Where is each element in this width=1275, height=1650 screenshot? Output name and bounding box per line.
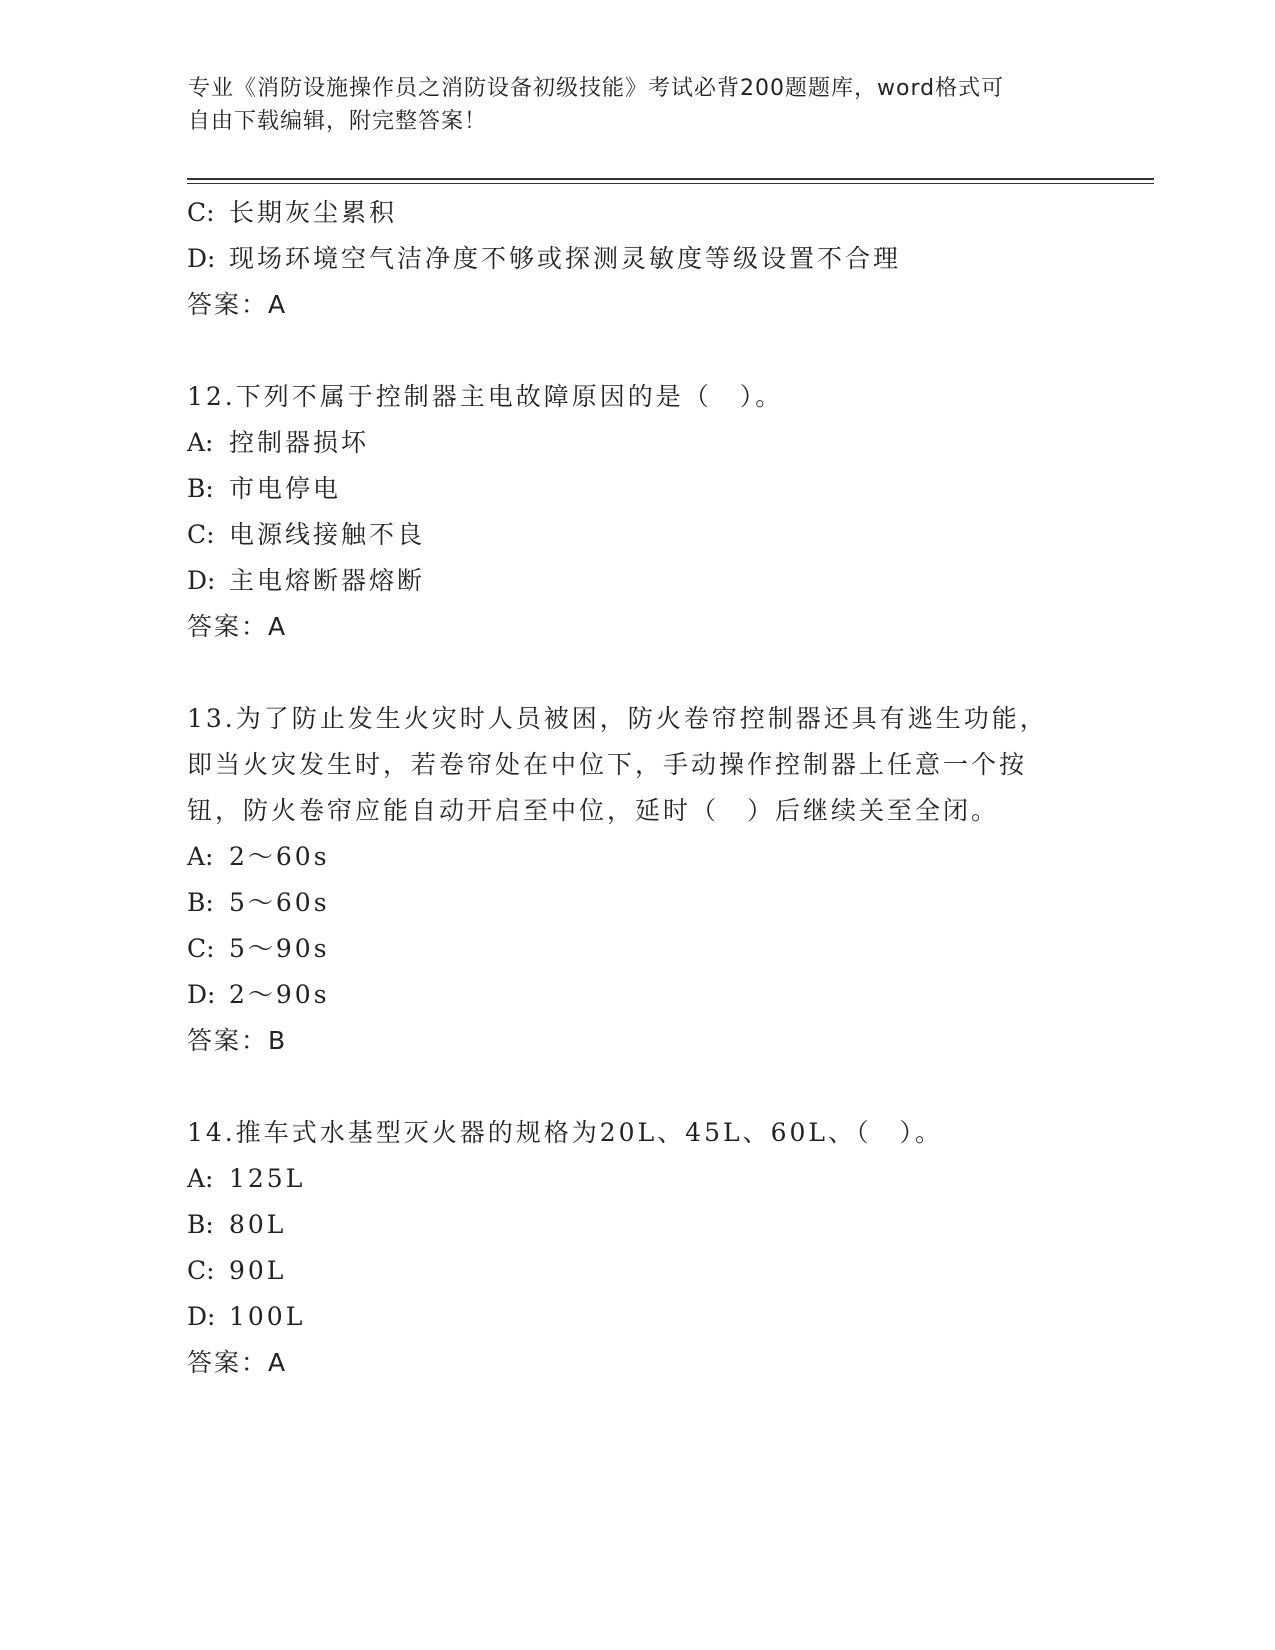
question-block-12 xyxy=(187,374,1087,650)
answer-line: 答案：A xyxy=(187,612,288,641)
option-text: 控制器损坏 xyxy=(229,428,370,457)
option-text: 电源线接触不良 xyxy=(229,520,426,549)
option-label: C: xyxy=(187,520,215,549)
option-label: B: xyxy=(187,1210,214,1239)
question-block-14 xyxy=(187,1110,1087,1386)
option-label: C: xyxy=(187,934,215,963)
option-label: A: xyxy=(187,1164,214,1193)
option-label: A: xyxy=(187,842,214,871)
option-b xyxy=(187,880,1087,926)
header-divider xyxy=(187,178,1154,180)
option-text: 长期灰尘累积 xyxy=(229,198,398,227)
option-text: 市电停电 xyxy=(229,474,342,503)
option-text: 80L xyxy=(229,1210,287,1239)
option-c xyxy=(187,1248,1087,1294)
header-line-1: 专业《消防设施操作员之消防设备初级技能》考试必背200题题库，word格式可 xyxy=(188,76,1005,101)
option-label: B: xyxy=(187,474,214,503)
option-d xyxy=(187,972,1087,1018)
answer-line: 答案：B xyxy=(187,1026,288,1055)
option-text: 5～90s xyxy=(229,934,330,963)
spacer xyxy=(187,1064,1087,1110)
option-c xyxy=(187,926,1087,972)
option-b xyxy=(187,466,1087,512)
option-text: 125L xyxy=(229,1164,306,1193)
option-c xyxy=(187,512,1087,558)
header-line-2: 自由下载编辑，附完整答案！ xyxy=(188,109,488,134)
option-d xyxy=(187,558,1087,604)
option-label: B: xyxy=(187,888,214,917)
answer-line: 答案：A xyxy=(187,290,288,319)
option-label: D: xyxy=(187,566,216,595)
answer-line: 答案：A xyxy=(187,1348,288,1377)
option-a xyxy=(187,834,1087,880)
option-d xyxy=(187,1294,1087,1340)
option-text: 90L xyxy=(229,1256,287,1285)
question-text: 13.为了防止发生火灾时人员被困，防火卷帘控制器还具有逃生功能， xyxy=(187,704,1048,733)
question-block-prev xyxy=(187,190,1087,328)
option-text: 主电熔断器熔断 xyxy=(229,566,426,595)
option-text: 现场环境空气洁净度不够或探测灵敏度等级设置不合理 xyxy=(229,244,902,273)
option-label: C: xyxy=(187,1256,215,1285)
option-b xyxy=(187,1202,1087,1248)
option-label: D: xyxy=(187,244,216,273)
option-a xyxy=(187,1156,1087,1202)
option-text: 5～60s xyxy=(229,888,330,917)
option-label: A: xyxy=(187,428,214,457)
question-text: 12.下列不属于控制器主电故障原因的是（ ）。 xyxy=(187,382,784,411)
question-list xyxy=(187,190,1087,1386)
option-label: D: xyxy=(187,1302,216,1331)
question-text: 即当火灾发生时，若卷帘处在中位下，手动操作控制器上任意一个按 xyxy=(187,750,1028,779)
document-header xyxy=(188,72,1068,138)
question-text: 14.推车式水基型灭火器的规格为20L、45L、60L、（ ）。 xyxy=(187,1118,943,1147)
question-block-13 xyxy=(187,696,1087,1064)
header-divider-thin xyxy=(187,183,1154,184)
option-label: C: xyxy=(187,198,215,227)
option-text: 2～60s xyxy=(229,842,330,871)
spacer xyxy=(187,650,1087,696)
spacer xyxy=(187,328,1087,374)
option-text: 100L xyxy=(229,1302,306,1331)
question-text: 钮，防火卷帘应能自动开启至中位，延时（ ）后继续关至全闭。 xyxy=(187,796,1000,825)
option-c xyxy=(187,190,1087,236)
option-d xyxy=(187,236,1087,282)
option-a xyxy=(187,420,1087,466)
option-text: 2～90s xyxy=(229,980,330,1009)
option-label: D: xyxy=(187,980,216,1009)
